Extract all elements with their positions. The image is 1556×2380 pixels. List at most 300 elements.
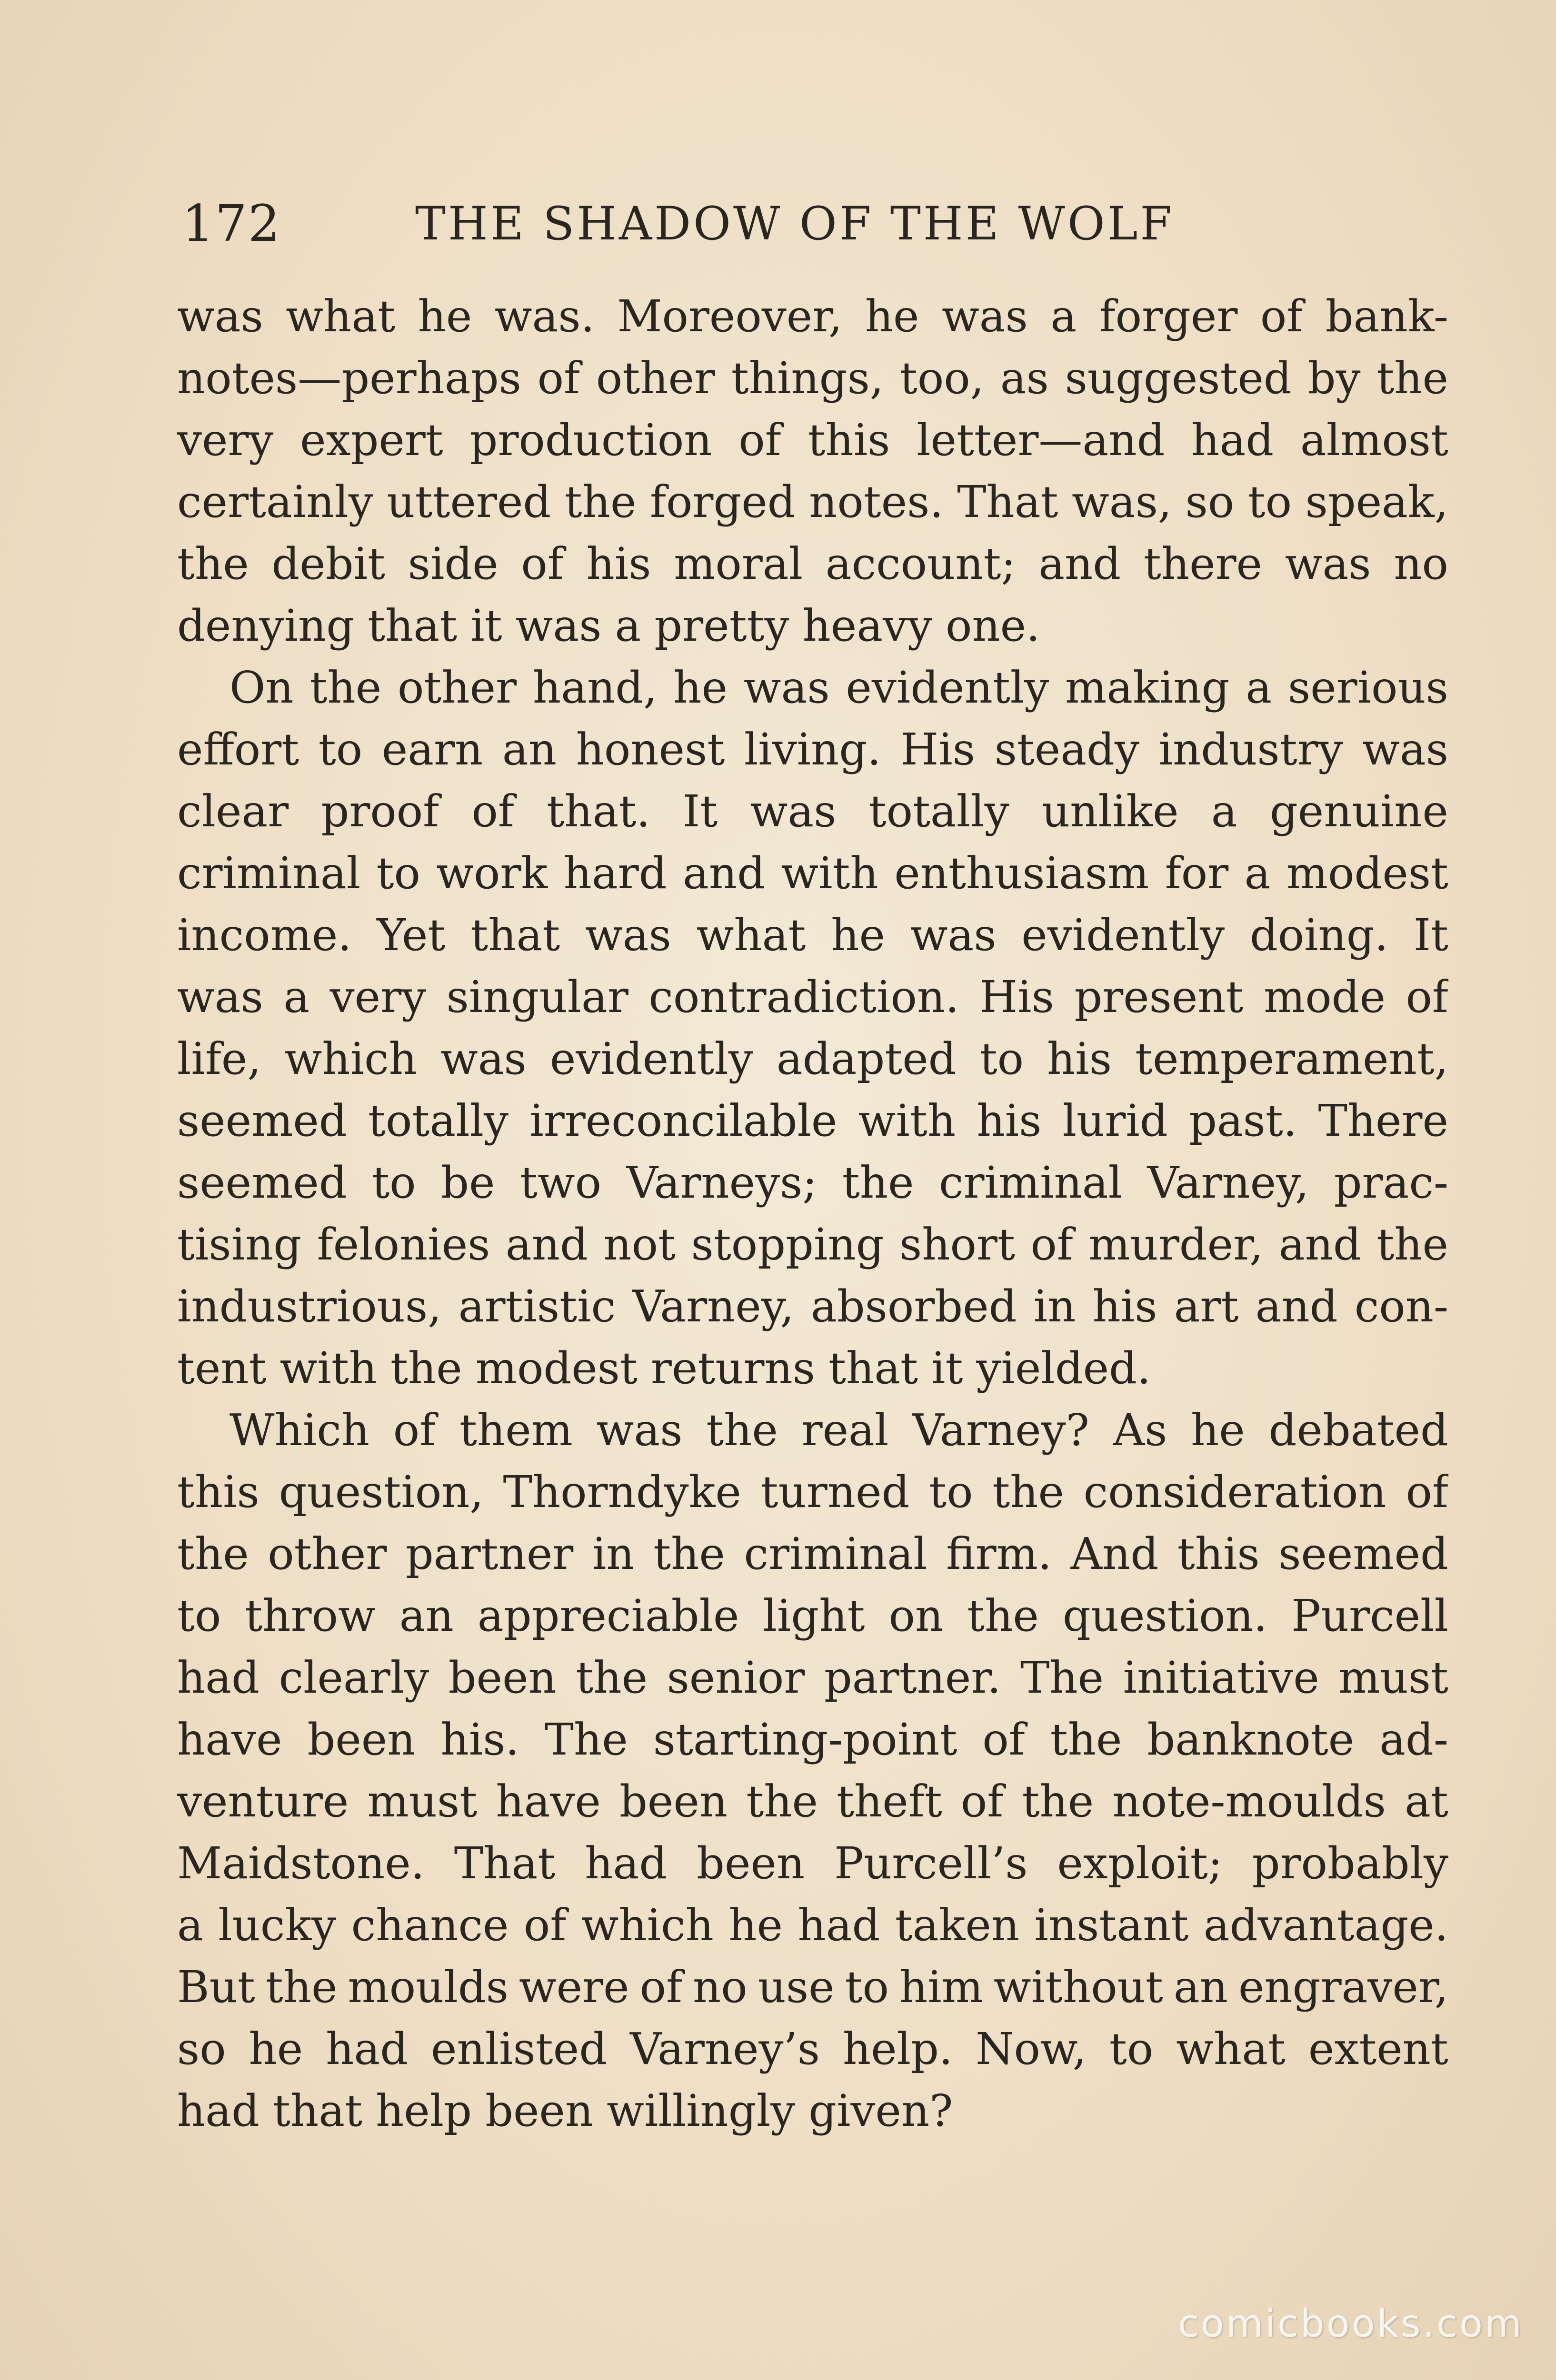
word: enlisted bbox=[431, 2023, 608, 2074]
word: there bbox=[1143, 538, 1262, 589]
word: work bbox=[436, 848, 548, 899]
word: senior bbox=[667, 1652, 805, 1703]
text-line bbox=[177, 533, 1448, 595]
word: irreconcilable bbox=[529, 1095, 838, 1146]
paragraph bbox=[177, 657, 1448, 1399]
word: a bbox=[1244, 848, 1271, 899]
word: extent bbox=[1308, 2023, 1448, 2074]
word: was bbox=[750, 786, 837, 837]
word: initiative bbox=[1123, 1652, 1319, 1703]
word: industry bbox=[1158, 724, 1343, 775]
text-line bbox=[177, 1647, 1448, 1709]
word: lucky bbox=[218, 1900, 337, 1951]
paragraph bbox=[177, 286, 1448, 657]
word: consideration bbox=[1083, 1467, 1386, 1517]
word: chance bbox=[351, 1900, 509, 1951]
word: steady bbox=[994, 724, 1139, 775]
word: doing. bbox=[1249, 910, 1388, 961]
word: to bbox=[376, 848, 420, 899]
word: no bbox=[693, 1962, 748, 2013]
word: evidently bbox=[549, 1033, 753, 1084]
word: suggested bbox=[1065, 353, 1292, 404]
text-line bbox=[177, 1585, 1448, 1647]
word: side bbox=[408, 538, 499, 589]
word: the bbox=[1022, 1776, 1094, 1827]
word: his bbox=[586, 538, 651, 589]
text-line bbox=[177, 1028, 1448, 1090]
word: moulds bbox=[348, 1962, 509, 2013]
text-line bbox=[177, 1771, 1448, 1833]
word: as bbox=[1000, 353, 1049, 404]
word: honest bbox=[576, 724, 725, 775]
word: of bbox=[982, 1714, 1025, 1765]
word: His bbox=[979, 972, 1054, 1022]
text-line bbox=[177, 1214, 1448, 1276]
word: income. bbox=[177, 910, 352, 961]
watermark: comicbooks.com bbox=[1177, 2301, 1524, 2346]
word: forger bbox=[1099, 291, 1238, 342]
word: artistic bbox=[458, 1281, 616, 1332]
word: for bbox=[1165, 848, 1229, 899]
word: of bbox=[738, 415, 781, 466]
text-line bbox=[177, 286, 1448, 347]
word: notes. bbox=[809, 476, 944, 527]
word: in bbox=[592, 1528, 635, 1579]
word: It bbox=[682, 786, 718, 837]
word: Which bbox=[229, 1405, 370, 1456]
word: at bbox=[1405, 1776, 1448, 1827]
word: tising bbox=[177, 1219, 302, 1270]
word: he bbox=[418, 291, 472, 342]
text-line bbox=[177, 2080, 1448, 2142]
word: notes—perhaps bbox=[177, 353, 521, 404]
word: the bbox=[746, 1776, 818, 1827]
word: There bbox=[1318, 1095, 1448, 1146]
word: felonies bbox=[317, 1219, 490, 1270]
word: industrious, bbox=[177, 1281, 442, 1332]
word: a bbox=[1211, 786, 1237, 837]
word: denying bbox=[177, 600, 355, 651]
word: he bbox=[831, 910, 885, 961]
word: life, bbox=[177, 1033, 261, 1084]
word: of bbox=[639, 1962, 683, 2013]
text-line bbox=[177, 347, 1448, 409]
word: totally bbox=[368, 1095, 509, 1146]
word: the bbox=[576, 1652, 648, 1703]
word: what bbox=[696, 910, 806, 961]
word: criminal bbox=[744, 1528, 928, 1579]
word: certainly bbox=[177, 476, 373, 527]
word: On bbox=[229, 662, 294, 713]
word: It bbox=[1413, 910, 1448, 961]
word: His bbox=[900, 724, 975, 775]
word: the bbox=[992, 1467, 1064, 1517]
text-line bbox=[177, 2018, 1448, 2080]
word: serious bbox=[1287, 662, 1448, 713]
word: help bbox=[376, 2085, 472, 2136]
word: he bbox=[249, 2023, 303, 2074]
word: moral bbox=[674, 538, 803, 589]
word: of bbox=[521, 538, 564, 589]
word: to bbox=[372, 1157, 416, 1208]
word: with bbox=[279, 1343, 378, 1394]
word: to bbox=[979, 1033, 1024, 1084]
word: was bbox=[585, 910, 671, 961]
word: an bbox=[502, 724, 557, 775]
word: stopping bbox=[691, 1219, 884, 1270]
word: with bbox=[781, 848, 878, 899]
word: production bbox=[469, 415, 712, 466]
word: ad- bbox=[1379, 1714, 1448, 1765]
word: theft bbox=[837, 1776, 942, 1827]
word: criminal bbox=[938, 1157, 1123, 1208]
word: have bbox=[496, 1776, 601, 1827]
word: he bbox=[673, 662, 728, 713]
word: that. bbox=[547, 786, 650, 837]
word: had bbox=[1191, 415, 1274, 466]
word: he bbox=[1191, 1405, 1245, 1456]
word: turned bbox=[760, 1467, 910, 1517]
word: was bbox=[941, 291, 1028, 342]
word: of bbox=[1406, 972, 1448, 1022]
word: mode bbox=[1264, 972, 1386, 1022]
word: That bbox=[957, 476, 1058, 527]
word: he bbox=[865, 291, 919, 342]
word: Varney, bbox=[1147, 1157, 1309, 1208]
word: what bbox=[286, 291, 396, 342]
word: modest bbox=[1286, 848, 1448, 899]
word: That bbox=[454, 1838, 556, 1889]
word: this bbox=[1177, 1528, 1260, 1579]
word: it bbox=[931, 1343, 963, 1394]
word: must bbox=[367, 1776, 478, 1827]
word: the bbox=[842, 1157, 914, 1208]
word: to bbox=[1109, 2023, 1154, 2074]
word: earn bbox=[381, 724, 483, 775]
word: Maidstone. bbox=[177, 1838, 425, 1889]
word: willingly bbox=[607, 2085, 796, 2136]
word: lurid bbox=[1062, 1095, 1168, 1146]
word: proof bbox=[321, 786, 439, 837]
word: of bbox=[393, 1405, 436, 1456]
word: exploit; bbox=[1057, 1838, 1223, 1889]
word: so bbox=[177, 2023, 226, 2074]
word: of bbox=[960, 1776, 1004, 1827]
word: them bbox=[459, 1405, 573, 1456]
word: was bbox=[515, 600, 602, 651]
word: was, bbox=[1072, 476, 1172, 527]
word: be bbox=[441, 1157, 495, 1208]
word: it bbox=[470, 600, 502, 651]
word: a bbox=[1246, 662, 1272, 713]
word: enthusiasm bbox=[894, 848, 1149, 899]
word: debated bbox=[1268, 1405, 1448, 1456]
word: other bbox=[268, 1528, 387, 1579]
word: and bbox=[1255, 1281, 1338, 1332]
word: note-moulds bbox=[1112, 1776, 1386, 1827]
word: been bbox=[697, 1838, 805, 1889]
word: in bbox=[1033, 1281, 1076, 1332]
word: his bbox=[977, 1095, 1042, 1146]
word: seemed bbox=[1278, 1528, 1448, 1579]
word: firm. bbox=[946, 1528, 1052, 1579]
word: Thorndyke bbox=[503, 1467, 741, 1517]
text-line bbox=[177, 595, 1448, 657]
word: advantage. bbox=[1203, 1900, 1448, 1951]
word: that bbox=[470, 910, 560, 961]
word: was. bbox=[494, 291, 595, 342]
word: and bbox=[682, 848, 765, 899]
text-line bbox=[177, 904, 1448, 966]
word: without bbox=[993, 1962, 1163, 2013]
word: account; bbox=[825, 538, 1016, 589]
word: have bbox=[177, 1714, 282, 1765]
word: had bbox=[798, 1900, 880, 1951]
word: to bbox=[929, 1467, 973, 1517]
word: letter—and bbox=[917, 415, 1165, 466]
word: Varney, bbox=[632, 1281, 794, 1332]
word: had bbox=[177, 2085, 259, 2136]
word: the bbox=[309, 662, 382, 713]
word: were bbox=[519, 1962, 629, 2013]
text-line bbox=[177, 1461, 1448, 1523]
word: partner. bbox=[824, 1652, 1001, 1703]
word: present bbox=[1074, 972, 1244, 1022]
text-line bbox=[177, 781, 1448, 843]
word: temperament, bbox=[1135, 1033, 1448, 1084]
text-line bbox=[177, 1956, 1448, 2018]
word: been bbox=[485, 2085, 594, 2136]
word: of bbox=[1030, 1219, 1073, 1270]
word: partner bbox=[405, 1528, 574, 1579]
text-line bbox=[177, 966, 1448, 1028]
word: Varney? bbox=[912, 1405, 1089, 1456]
word: was bbox=[177, 972, 263, 1022]
word: effort bbox=[177, 724, 299, 775]
word: question. bbox=[1062, 1590, 1267, 1641]
word: other bbox=[398, 662, 517, 713]
word: a bbox=[283, 972, 310, 1022]
word: of bbox=[537, 353, 580, 404]
word: unlike bbox=[1041, 786, 1179, 837]
running-title: THE SHADOW OF THE WOLF bbox=[415, 197, 1174, 250]
text-line bbox=[177, 1338, 1448, 1399]
word: forged bbox=[649, 476, 796, 527]
word: very bbox=[329, 972, 427, 1022]
word: evidently bbox=[1021, 910, 1225, 961]
word: real bbox=[801, 1405, 889, 1456]
word: totally bbox=[868, 786, 1009, 837]
text-line bbox=[177, 1399, 1448, 1461]
word: the bbox=[177, 538, 249, 589]
word: adapted bbox=[776, 1033, 957, 1084]
word: murder, bbox=[1088, 1219, 1264, 1270]
word: things, bbox=[731, 353, 884, 404]
word: short bbox=[899, 1219, 1015, 1270]
text-line bbox=[177, 657, 1448, 719]
word: been bbox=[619, 1776, 728, 1827]
word: But bbox=[177, 1962, 255, 2013]
word: The bbox=[544, 1714, 628, 1765]
word: an bbox=[1173, 1962, 1228, 2013]
word: question, bbox=[279, 1467, 484, 1517]
word: living. bbox=[744, 724, 881, 775]
word: the bbox=[265, 1962, 338, 2013]
word: other bbox=[596, 353, 715, 404]
word: of bbox=[471, 786, 514, 837]
word: Purcell bbox=[1291, 1590, 1448, 1641]
word: to bbox=[318, 724, 363, 775]
word: which bbox=[284, 1033, 417, 1084]
word: been bbox=[448, 1652, 557, 1703]
word: with bbox=[858, 1095, 956, 1146]
text-line bbox=[177, 1090, 1448, 1152]
word: an bbox=[399, 1590, 454, 1641]
word: heavy bbox=[802, 600, 932, 651]
word: was bbox=[1285, 538, 1371, 589]
word: the bbox=[706, 1405, 778, 1456]
word: The bbox=[1020, 1652, 1104, 1703]
word: banknote bbox=[1147, 1714, 1355, 1765]
word: clear bbox=[177, 786, 289, 837]
text-line bbox=[177, 1523, 1448, 1585]
word: very bbox=[177, 415, 274, 466]
word: was bbox=[910, 910, 997, 961]
word: on bbox=[888, 1590, 944, 1641]
word: the bbox=[390, 1343, 462, 1394]
word: was bbox=[596, 1405, 683, 1456]
word: which bbox=[581, 1900, 714, 1951]
word: seemed bbox=[177, 1157, 347, 1208]
word: one. bbox=[946, 600, 1040, 651]
word: As bbox=[1113, 1405, 1167, 1456]
word: And bbox=[1070, 1528, 1159, 1579]
word: pretty bbox=[654, 600, 789, 651]
text-line bbox=[177, 1276, 1448, 1338]
word: evidently bbox=[846, 662, 1049, 713]
word: bank- bbox=[1325, 291, 1448, 342]
word: absorbed bbox=[810, 1281, 1017, 1332]
word: too, bbox=[899, 353, 984, 404]
word: given? bbox=[808, 2085, 953, 2136]
body-text bbox=[177, 286, 1448, 2142]
word: had bbox=[326, 2023, 409, 2074]
word: clearly bbox=[279, 1652, 429, 1703]
word: Moreover, bbox=[617, 291, 843, 342]
word: the bbox=[564, 476, 637, 527]
word: he bbox=[728, 1900, 783, 1951]
text-line bbox=[177, 1709, 1448, 1771]
word: to bbox=[845, 1962, 889, 2013]
word: had bbox=[585, 1838, 668, 1889]
word: venture bbox=[177, 1776, 349, 1827]
word: speak, bbox=[1305, 476, 1448, 527]
word: the bbox=[1376, 1219, 1448, 1270]
word: returns bbox=[650, 1343, 815, 1394]
word: was bbox=[177, 291, 263, 342]
word: tent bbox=[177, 1343, 267, 1394]
text-line bbox=[177, 1152, 1448, 1214]
word: the bbox=[177, 1528, 249, 1579]
text-line bbox=[177, 843, 1448, 904]
word: expert bbox=[300, 415, 443, 466]
word: use bbox=[758, 1962, 835, 2013]
word: seemed bbox=[177, 1095, 347, 1146]
word: art bbox=[1174, 1281, 1239, 1332]
word: and bbox=[1038, 538, 1121, 589]
text-line bbox=[177, 471, 1448, 533]
word: the bbox=[653, 1528, 725, 1579]
word: engraver, bbox=[1238, 1962, 1448, 2013]
word: was bbox=[743, 662, 830, 713]
word: Purcell’s bbox=[834, 1838, 1028, 1889]
word: throw bbox=[245, 1590, 376, 1641]
text-line bbox=[177, 409, 1448, 471]
word: modest bbox=[475, 1343, 638, 1394]
word: Yet bbox=[377, 910, 446, 961]
word: must bbox=[1338, 1652, 1448, 1703]
word: a bbox=[177, 1900, 203, 1951]
word: and bbox=[505, 1219, 588, 1270]
word: of bbox=[1260, 291, 1303, 342]
word: contradiction. bbox=[648, 972, 959, 1022]
word: making bbox=[1065, 662, 1230, 713]
text-line bbox=[177, 719, 1448, 781]
word: almost bbox=[1300, 415, 1448, 466]
word: him bbox=[899, 1962, 983, 2013]
word: his bbox=[1047, 1033, 1112, 1084]
word: of bbox=[523, 1900, 567, 1951]
word: hand, bbox=[532, 662, 658, 713]
word: genuine bbox=[1269, 786, 1448, 837]
word: been bbox=[307, 1714, 416, 1765]
word: prac- bbox=[1334, 1157, 1448, 1208]
word: was bbox=[440, 1033, 527, 1084]
paragraph bbox=[177, 1399, 1448, 2142]
word: uttered bbox=[387, 476, 551, 527]
word: probably bbox=[1252, 1838, 1448, 1889]
word: not bbox=[603, 1219, 676, 1270]
word: debit bbox=[271, 538, 385, 589]
word: instant bbox=[1034, 1900, 1189, 1951]
word: his. bbox=[440, 1714, 519, 1765]
word: this bbox=[808, 415, 890, 466]
word: starting-point bbox=[653, 1714, 958, 1765]
word: no bbox=[1394, 538, 1448, 589]
word: by bbox=[1307, 353, 1361, 404]
word: criminal bbox=[177, 848, 361, 899]
word: hard bbox=[563, 848, 667, 899]
word: what bbox=[1176, 2023, 1286, 2074]
word: past. bbox=[1188, 1095, 1297, 1146]
text-line bbox=[177, 1833, 1448, 1894]
running-head bbox=[177, 190, 1453, 257]
word: so bbox=[1185, 476, 1235, 527]
word: help. bbox=[842, 2023, 953, 2074]
word: was bbox=[1362, 724, 1448, 775]
word: that bbox=[273, 2085, 363, 2136]
word: taken bbox=[895, 1900, 1020, 1951]
word: two bbox=[519, 1157, 602, 1208]
word: Now, bbox=[976, 2023, 1087, 2074]
word: and bbox=[1278, 1219, 1361, 1270]
word: singular bbox=[446, 972, 628, 1022]
word: Varney’s bbox=[630, 2023, 820, 2074]
word: yielded. bbox=[976, 1343, 1151, 1394]
word: of bbox=[1406, 1467, 1448, 1517]
word: to bbox=[177, 1590, 221, 1641]
word: the bbox=[1376, 353, 1448, 404]
